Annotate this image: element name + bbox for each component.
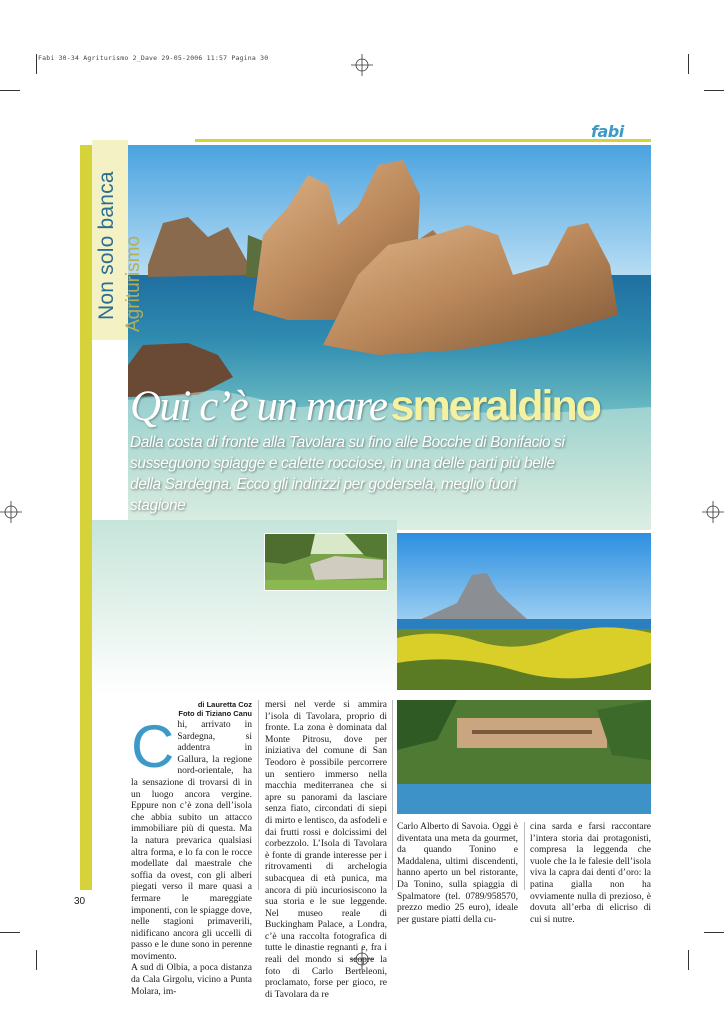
article-headline [130, 382, 600, 431]
column-4-text: cina sarda e farsi raccontare l’intera storia dai protagonisti, compresa la leggenda che vuole che la le falesie dell’isola viva la capra dai denti d’oro: la patina gialla non ha ovviamente nulla di prezioso, è dovuta all’erba di elicriso di cui si nutre. [530, 822, 651, 925]
headline-part-2: smeraldino [390, 382, 600, 430]
fabi-logo: fabi [591, 122, 624, 141]
article-column-3 [397, 822, 518, 926]
byline-author: di Lauretta Coz [197, 700, 252, 709]
column-rule [392, 700, 393, 890]
byline-photo: Foto di Tiziano Canu [178, 709, 252, 718]
crop-mark [0, 932, 20, 933]
photo-tavolara-island [397, 533, 651, 690]
crop-mark [688, 950, 689, 970]
crop-mark [704, 932, 724, 933]
crop-mark [0, 90, 20, 91]
article-deck: Dalla costa di fronte alla Tavolara su fino alle Bocche di Bonifacio si susseguono spiagge e calette rocciose, in una delle parti più belle della Sardegna. Ecco gli indirizzi per godersela, meglio fuori stagione [130, 434, 565, 514]
section-subtitle: Agriturismo [123, 235, 144, 332]
column-2-text: mersi nel verde si ammira l’isola di Tavolara, proprio di fronte. La zona è dominata dal Monte Pitrosu, dove per iniziativa del comune di San Teodoro è possibile percorrere un sentiero immerso nella macchia mediterranea che si apre su panorami da lasciare senza fiato, circondati di siepi di mirto e lentisco, da asfodeli e dai frutti rossi e dolcissimi del corbezzolo. L’Isola di Tavolara è fonte di grande interesse per i ritrovamenti di archelogia subacquea di età punica, ma ancora di più incuriosiscono la sua storia e le sue leggende. Nel museo reale di Buckingham Palace, a Londra, c’è una raccolta fotografica di tutte le dinastie regnanti e, fra i reali del mondo si scopre la foto di Carlo Berteleoni, proclamato, forse per gioco, re di Tavolara da re [265, 700, 387, 1000]
headline-part-1: Qui c’è un mare [130, 383, 387, 430]
column-3-text: Carlo Alberto di Savoia. Oggi è diventata una meta da gourmet, da quando Tonino e Maddalena, ultimi discendenti, hanno aperto un bel ristorante, Da Tonino, sulla spiaggia di Spalmatore (tel. 0789/958570, prezzo medio 25 euro), ideale per gustare piatti della cu- [397, 822, 518, 925]
registration-mark-icon [702, 501, 724, 523]
crop-mark [36, 54, 37, 74]
drop-cap: C [131, 713, 175, 780]
section-accent-bar [80, 145, 92, 890]
header-rule [195, 139, 651, 142]
section-title: Non solo banca [95, 171, 118, 320]
column-1-text-b: A sud di Olbia, a poca distanza da Cala Girgolu, vicino a Punta Molara, im- [131, 963, 252, 997]
column-rule [524, 822, 525, 890]
crop-mark [704, 90, 724, 91]
crop-mark [688, 54, 689, 74]
registration-mark-icon [351, 54, 373, 76]
column-rule [258, 700, 259, 890]
article-column-2 [265, 700, 387, 1001]
article-column-4 [530, 822, 651, 926]
crop-mark [36, 950, 37, 970]
photo-villa-on-coast [397, 700, 651, 814]
printer-slug: Fabi 30-34 Agriturismo 2_Dave 29-05-2006 11:57 Pagina 30 [38, 54, 269, 62]
column-1-text: hi, arrivato in Sardegna, si addentra in Gallura, la regione nord-orientale, ha la sensazione di trovarsi di in un luogo ancora vergine. Eppure non c’è zona dell’isola che abbia subito un attacco immobiliare più di questa. Ma la natura prevarica qualsiasi altra forma, e lo fa con le rocce modellate dal maestrale che soffia da ovest, con gli alberi piegati verso il mare quasi a fermare le mareggiate imponenti, con le spiagge dove, nelle stagioni primaverili, nidificano ancora gli uccelli di passo e le dune sono in perenne movimento. [131, 720, 252, 962]
photo-stone-house [264, 533, 388, 591]
page-number: 30 [74, 896, 86, 907]
registration-mark-icon [0, 501, 22, 523]
